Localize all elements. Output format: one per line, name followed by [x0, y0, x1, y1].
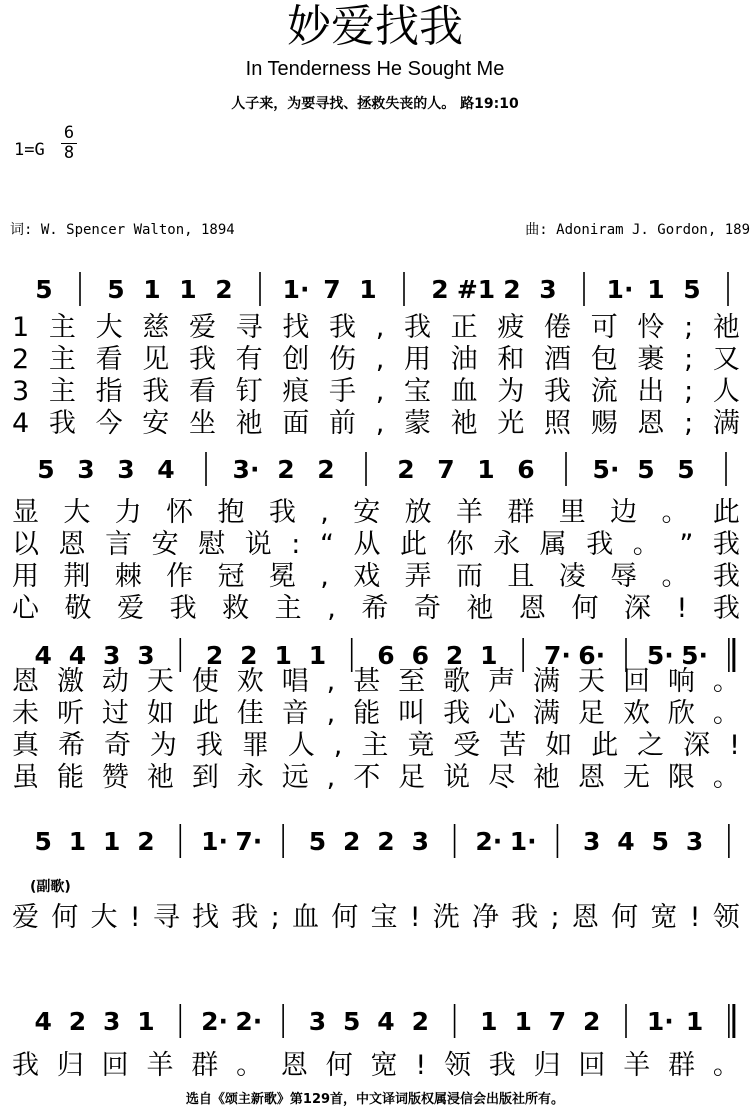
note: 4: [34, 1007, 52, 1036]
note: 2: [205, 641, 224, 670]
note: 4: [34, 641, 52, 670]
note: 1: [685, 1007, 704, 1036]
time-signature-bottom: 8: [63, 143, 75, 163]
note: 1: [68, 827, 87, 856]
note: 3: [308, 1007, 327, 1036]
note: 1: [359, 275, 377, 304]
lyric-line: 虽 能 赞 祂 到 永 远 , 不 足 说 尽 祂 恩 无 限 。: [12, 762, 740, 793]
note: 2: [411, 1007, 429, 1036]
note: 1: [179, 275, 197, 304]
note: 1: [480, 641, 498, 670]
note: 2·: [235, 1007, 263, 1036]
note: #1: [456, 275, 496, 304]
lyric-line: 显 大 力 怀 抱 我 , 安 放 羊 群 里 边 。 此: [12, 497, 740, 528]
lyric-line: 3 主 指 我 看 钉 痕 手 , 宝 血 为 我 流 出 ; 人: [12, 376, 740, 407]
note: 1: [308, 641, 327, 670]
music-row: [34, 824, 728, 858]
lyric-line: 恩 激 动 天 使 欢 唱 , 甚 至 歌 声 满 天 回 响 。: [12, 666, 740, 697]
note: 5: [343, 1007, 361, 1036]
note: 5: [308, 827, 327, 856]
note: 1·: [282, 275, 310, 304]
note: 4: [617, 827, 635, 856]
lyricist-credit: 词: W. Spencer Walton, 1894: [10, 222, 235, 238]
lyric-line: 心 敬 爱 我 救 主 , 希 奇 祂 恩 何 深 ! 我: [12, 593, 740, 624]
note: 7: [548, 1007, 567, 1036]
note: 3: [411, 827, 429, 856]
lyric-line: 爱 何 大 ! 寻 找 我 ; 血 何 宝 ! 洗 净 我 ; 恩 何 宽 ! 领: [12, 902, 740, 933]
note: 1: [514, 1007, 532, 1036]
note: 2: [240, 641, 258, 670]
note: 2: [503, 275, 521, 304]
note: 2: [68, 1007, 87, 1036]
time-signature-top: 6: [63, 123, 75, 143]
note: 1: [103, 827, 121, 856]
chorus-label: (副歌): [30, 879, 71, 895]
note: 6·: [578, 641, 606, 670]
note: 3: [103, 641, 121, 670]
music-row: [37, 452, 726, 486]
note: 1: [477, 455, 495, 484]
note: 2: [277, 455, 295, 484]
note: 4: [377, 1007, 395, 1036]
note: 3: [685, 827, 704, 856]
song-subtitle: In Tenderness He Sought Me: [245, 58, 505, 80]
note: 4: [68, 641, 87, 670]
note: 5: [35, 275, 53, 304]
note: 2: [583, 1007, 601, 1036]
note: 7: [323, 275, 341, 304]
note: 7: [437, 455, 455, 484]
composer-credit: 曲: Adoniram J. Gordon, 189: [525, 222, 750, 238]
note: 5: [34, 827, 52, 856]
note: 2: [137, 827, 155, 856]
note: 5·: [592, 455, 620, 484]
song-title: 妙爱找我: [287, 1, 463, 52]
note: 2: [215, 275, 233, 304]
note: 5: [677, 455, 695, 484]
lyric-line: 以 恩 言 安 慰 说 : “ 从 此 你 永 属 我 。 ” 我: [12, 529, 740, 560]
lyric-line: 真 希 奇 为 我 罪 人 , 主 竟 受 苦 如 此 之 深 !: [12, 730, 740, 761]
note: 1: [480, 1007, 498, 1036]
note: 3: [103, 1007, 121, 1036]
note: 1·: [646, 1007, 674, 1036]
note: 1: [274, 641, 292, 670]
note: 5: [37, 455, 55, 484]
note: 1: [143, 275, 161, 304]
lyric-line: 用 荆 棘 作 冠 冕 , 戏 弄 而 且 凌 辱 。 我: [12, 561, 740, 592]
note: 2: [317, 455, 335, 484]
lyric-line: 我 归 回 羊 群 。 恩 何 宽 ! 领 我 归 回 羊 群 。: [12, 1050, 740, 1081]
lyric-line: 未 听 过 如 此 佳 音 , 能 叫 我 心 满 足 欢 欣 。: [12, 698, 740, 729]
note: 6: [377, 641, 395, 670]
note: 5·: [646, 641, 674, 670]
key-signature: 1=G: [14, 140, 45, 160]
note: 3: [539, 275, 557, 304]
note: 5·: [681, 641, 709, 670]
note: 1·: [201, 827, 229, 856]
note: 5: [651, 827, 669, 856]
note: 2: [397, 455, 415, 484]
lyric-line: 1 主 大 慈 爱 寻 找 我 , 我 正 疲 倦 可 怜 ; 祂: [12, 312, 740, 343]
note: 2·: [201, 1007, 229, 1036]
note: 3: [137, 641, 155, 670]
note: 7·: [235, 827, 263, 856]
copyright-footer: 选自《颂主新歌》第129首，中文译词版权属浸信会出版社所有。: [185, 1092, 565, 1107]
lyric-line: 4 我 今 安 坐 祂 面 前 , 蒙 祂 光 照 赐 恩 ; 满: [12, 408, 740, 439]
music-row: [35, 272, 728, 306]
note: 2: [445, 641, 464, 670]
note: 1: [647, 275, 665, 304]
note: 1: [137, 1007, 155, 1036]
note: 7·: [543, 641, 571, 670]
note: 6: [517, 455, 535, 484]
bible-verse: 人子来，为要寻找、拯救失丧的人。 路19:10: [231, 96, 519, 112]
lyric-line: 2 主 看 见 我 有 创 伤 , 用 油 和 酒 包 裹 ; 又: [12, 344, 740, 375]
note: 5: [683, 275, 701, 304]
note: 3·: [232, 455, 260, 484]
note: 3: [583, 827, 601, 856]
music-row: [34, 1004, 733, 1038]
note: 5: [107, 275, 125, 304]
note: 6: [411, 641, 429, 670]
note: 1·: [606, 275, 634, 304]
note: 4: [157, 455, 175, 484]
note: 2: [343, 827, 361, 856]
note: 3: [117, 455, 135, 484]
note: 3: [77, 455, 95, 484]
note: 2: [377, 827, 395, 856]
note: 5: [637, 455, 655, 484]
note: 1·: [509, 827, 537, 856]
note: 2: [431, 275, 449, 304]
note: 2·: [475, 827, 503, 856]
